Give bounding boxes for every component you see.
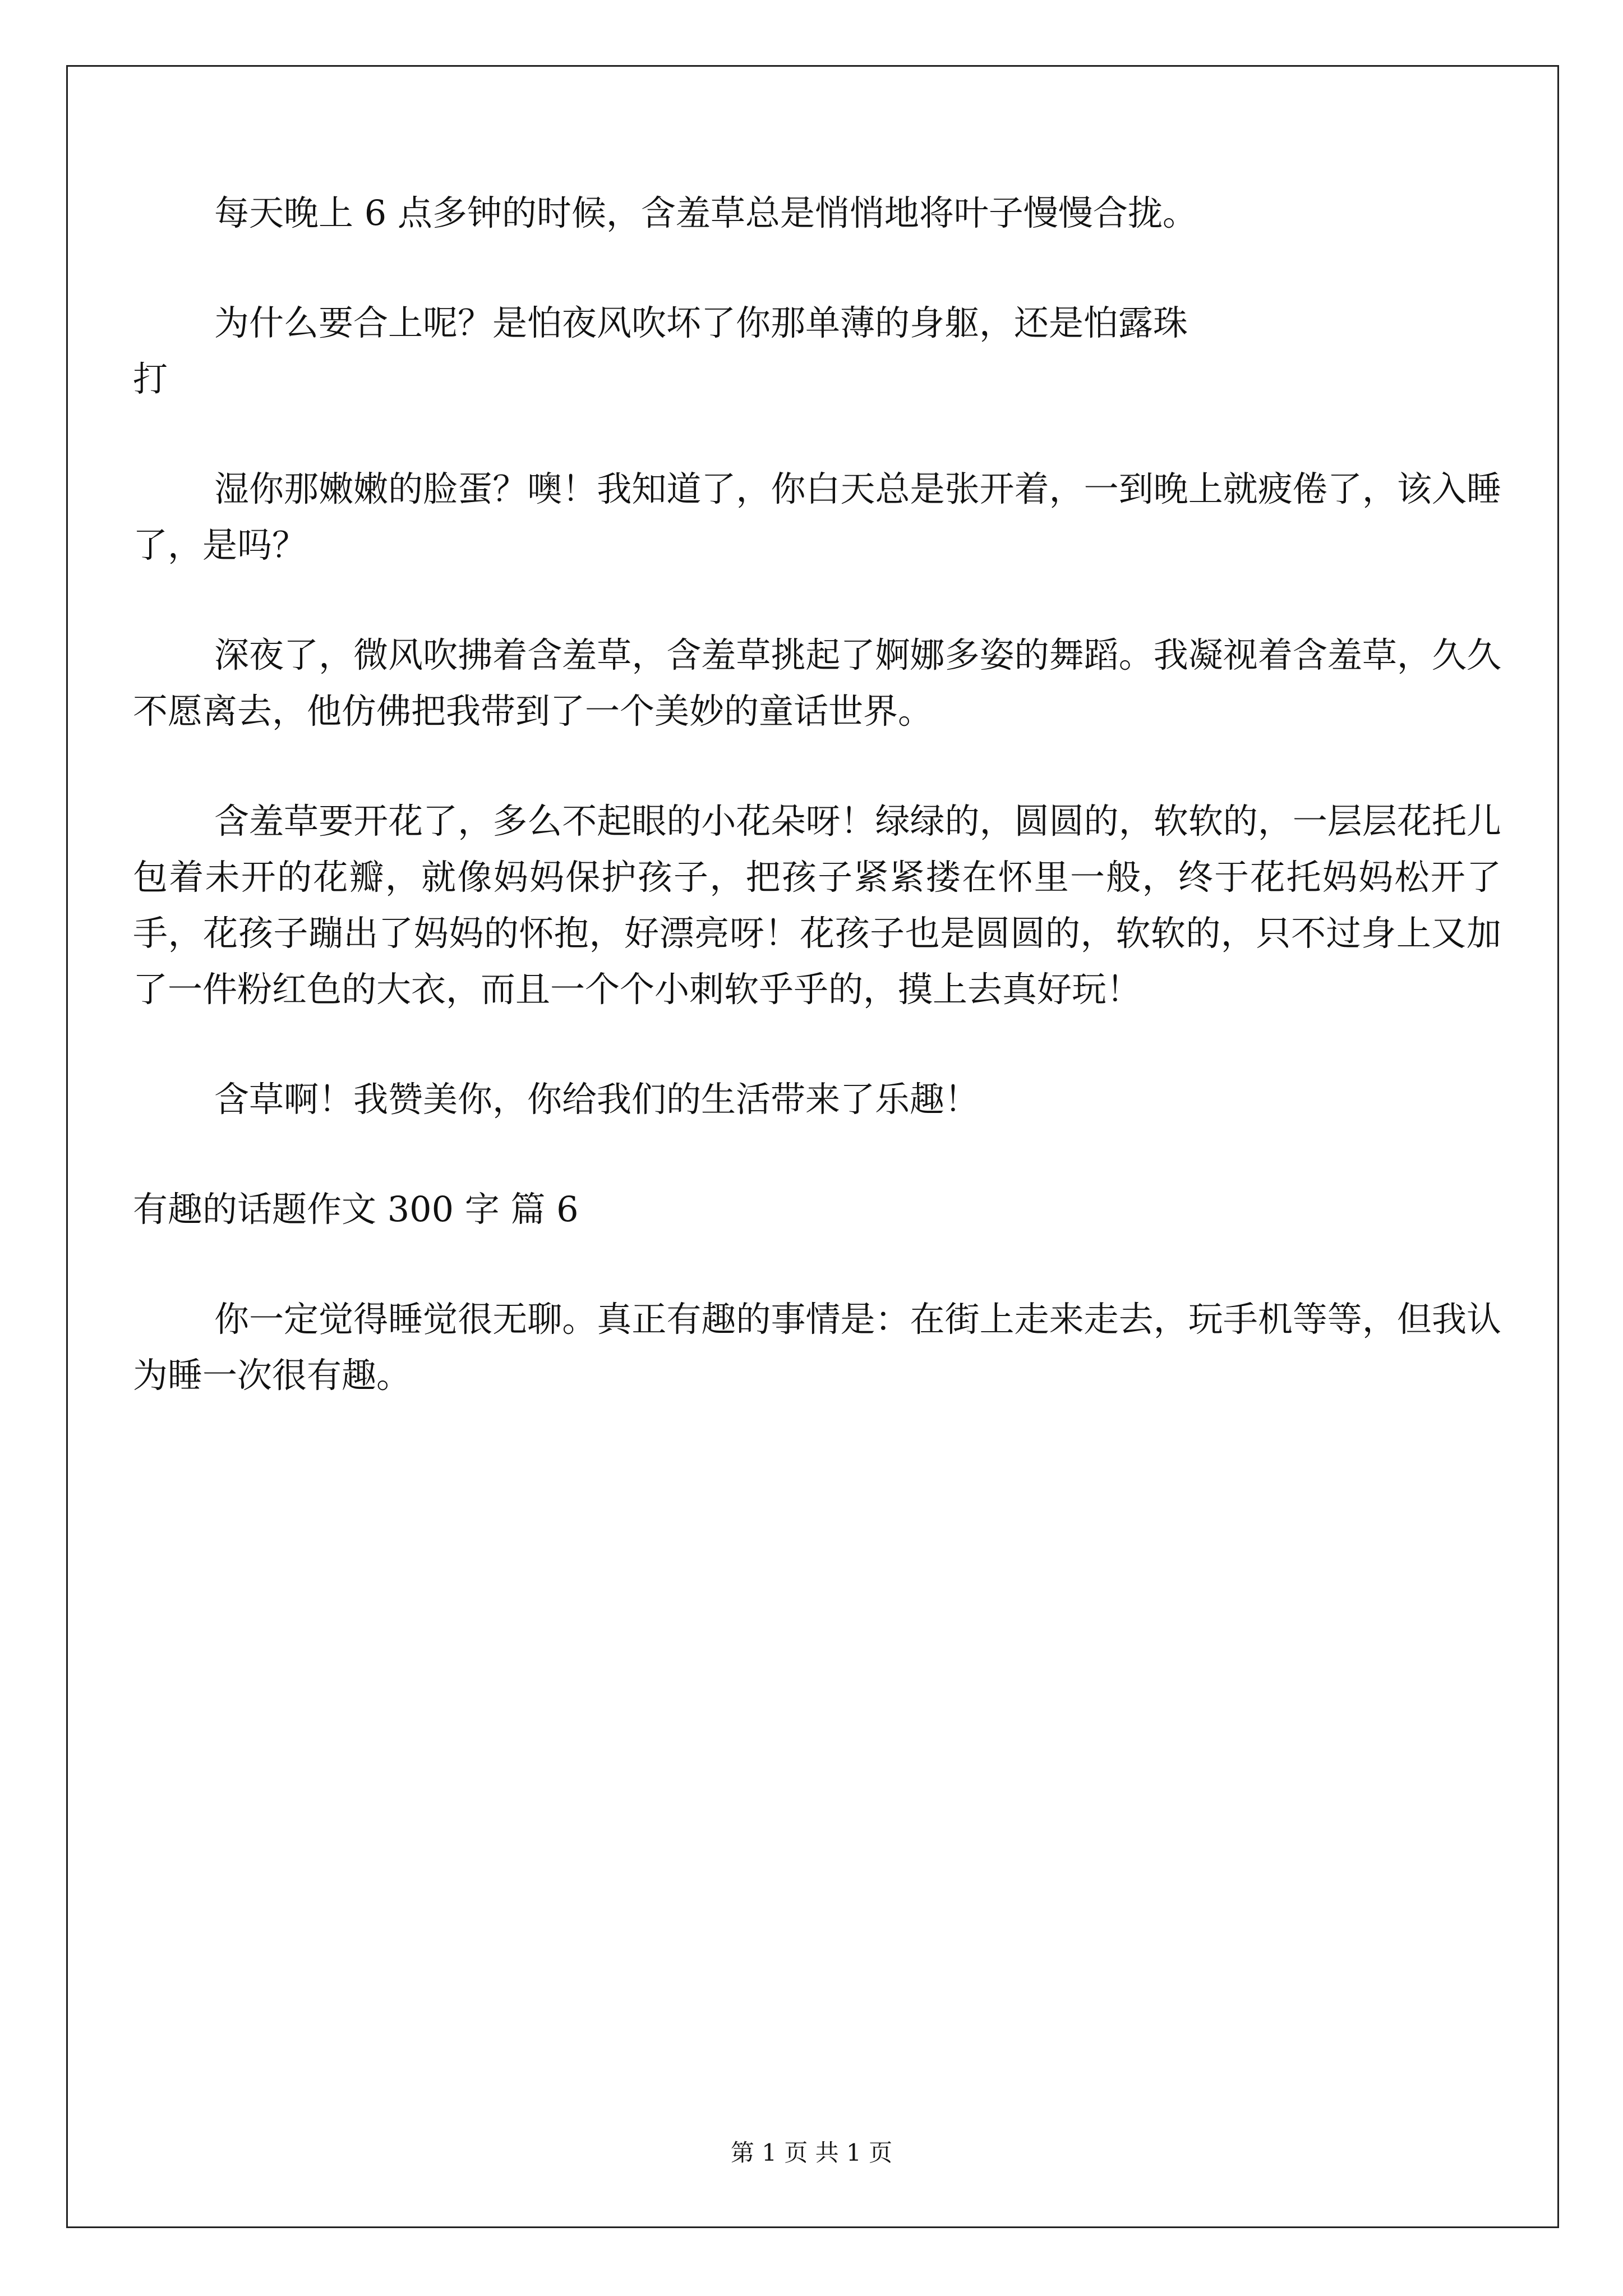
paragraph-4: 深夜了，微风吹拂着含羞草，含羞草挑起了婀娜多姿的舞蹈。我凝视着含羞草，久久不愿离去，他仿佛把我带到了一个美妙的童话世界。 <box>133 634 1501 731</box>
paragraph-7: 你一定觉得睡觉很无聊。真正有趣的事情是：在街上走来走去，玩手机等等，但我认为睡一次很有趣。 <box>133 1299 1501 1396</box>
section-heading: 有趣的话题作文 300 字 篇 6 <box>133 1189 579 1230</box>
paragraph-3: 湿你那嫩嫩的脸蛋？噢！我知道了，你白天总是张开着，一到晚上就疲倦了，该入睡了，是吗？ <box>133 468 1501 565</box>
paragraph-6: 含草啊！我赞美你，你给我们的生活带来了乐趣！ <box>214 1079 980 1120</box>
paragraph-5: 含羞草要开花了，多么不起眼的小花朵呀！绿绿的，圆圆的，软软的，一层层花托儿包着未开的花瓣，就像妈妈保护孩子，把孩子紧紧搂在怀里一般，终于花托妈妈松开了手，花孩子蹦出了妈妈的怀抱，好漂亮呀！花孩子也是圆圆的，软软的，只不过身上又加了一件粉红色的大衣，而且一个个小刺软乎乎的，摸上去真好玩！ <box>133 800 1501 1010</box>
paragraph-2: 为什么要合上呢？是怕夜风吹坏了你那单薄的身躯，还是怕露珠 <box>214 302 1188 343</box>
document-body <box>133 185 1501 1457</box>
paragraph-1: 每天晚上 6 点多钟的时候，含羞草总是悄悄地将叶子慢慢合拢。 <box>214 192 1197 233</box>
paragraph-2-continuation: 打 <box>133 358 168 399</box>
page-footer: 第 1 页 共 1 页 <box>730 2139 893 2166</box>
